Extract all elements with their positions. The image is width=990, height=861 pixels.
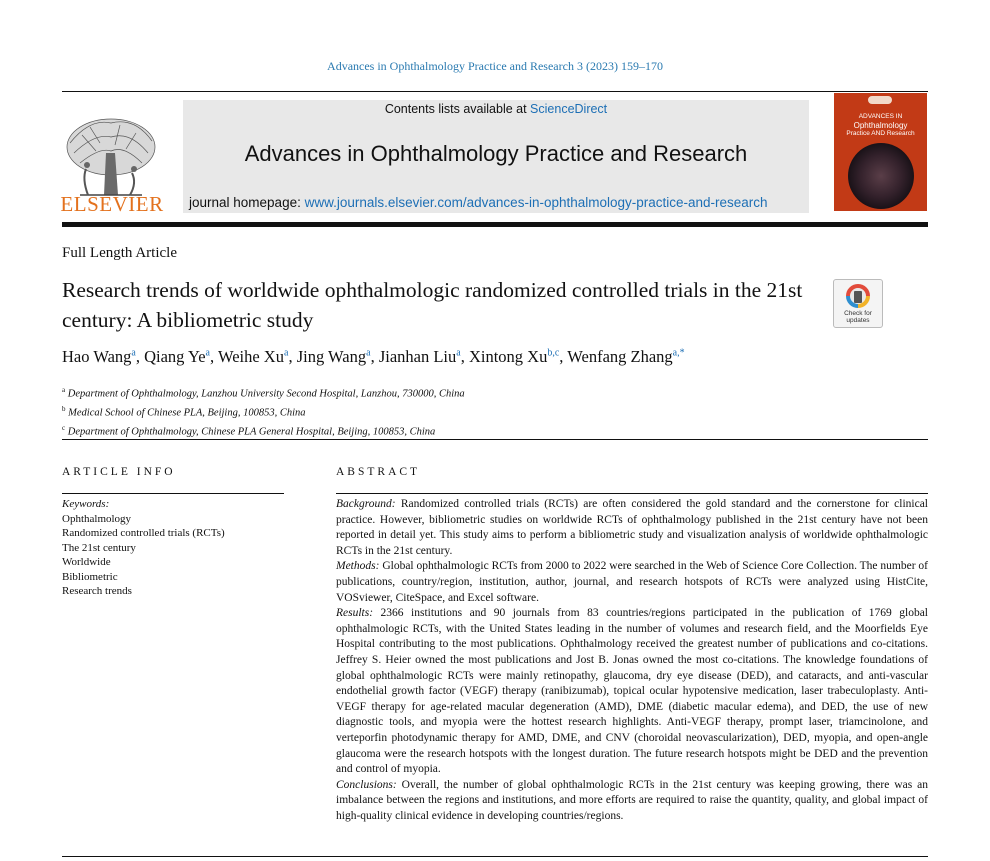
author[interactable]: Qiang Ye [144, 347, 206, 366]
article-title: Research trends of worldwide ophthalmologic randomized controlled trials in the 21st century: A bibliometric study [62, 278, 803, 332]
abstract-background: Background: Randomized controlled trials (RCTs) are often considered the gold standard and the cornerstone for clinical practice. However, bibliometric studies on worldwide RCTs of ophthalmology published in the 21st century have not been reported in detail yet. This study aims to perform a bibliometric study and visualization analysis of worldwide ophthalmologic RCTs in the 21st century. [336, 498, 928, 557]
contents-line: Contents lists available at ScienceDirect [384, 102, 608, 116]
abstract-bottom-rule [62, 856, 928, 857]
keyword: Ophthalmology [62, 512, 132, 525]
cover-eye-image [848, 143, 914, 209]
article-info-heading: ARTICLE INFO [62, 466, 176, 478]
journal-banner [183, 100, 809, 213]
author-affiliation-link[interactable]: a,* [672, 347, 685, 359]
front-matter-rule [62, 439, 928, 440]
abstract-rule [336, 493, 928, 494]
author-affiliation-link[interactable]: a [131, 347, 136, 359]
abstract-methods: Methods: Global ophthalmologic RCTs from 2000 to 2022 were searched in the Web of Science Core Collection. The number of publications, country/region, institution, author, journal, and research hotspots of RCTs were analyzed using HistCite, VOSviewer, CiteSpace, and Excel software. [336, 560, 928, 604]
journal-title[interactable]: Advances in Ophthalmology Practice and Research [244, 141, 748, 166]
keyword: The 21st century [62, 541, 136, 554]
author-list: Hao Wang$^a$, Qiang Ye$^a$, Weihe Xu$^a$, Jing Wang$^a$, Jianhan Liu$^a$, Xintong Xu$^{b,c}$, Wenfang Zhang$^{a,*}$ [62, 347, 685, 366]
author[interactable]: Weihe Xu [217, 347, 284, 366]
author[interactable]: Jianhan Liu [378, 347, 457, 366]
article-type: Full Length Article [62, 245, 177, 261]
author-affiliation-link[interactable]: a [205, 347, 210, 359]
abstract-body [336, 497, 928, 824]
check-for-updates-icon [834, 280, 882, 312]
author[interactable]: Wenfang Zhang [567, 347, 673, 366]
author-affiliation-link[interactable]: a [283, 347, 289, 359]
check-for-updates-button[interactable] [833, 279, 883, 328]
abstract-results: Results: 2366 institutions and 90 journals from 83 countries/regions participated in the publication of 1769 global ophthalmologic RCTs, with the United States leading in the number of volumes and research field, and the Moorfields Eye Hospital contributing to the most publications. Ophthalmology received the greatest number of publications and co-citations. Jeffrey S. Heier owned the most publications and Jost B. Jonas owned the most co-citations. The knowledge foundations of global ophthalmologic RCTs were mainly retinopathy, glaucoma, dry eye disease (DED), and cataracts, and anti-vascular endothelial growth factor (VEGF) therapy (ranibizumab), topical ocular hypotensive medication, laser trabeculoplasty. Anti-VEGF therapy for age-related macular degeneration (AMD), DME (diabetic macular edema), and DED, the use of new diagnostic tools, and myopia were the hottest research highlights. Anti-VEGF therapy, prompt laser, triamcinolone, and verteporfin photodynamic therapy for AMD, DME, and CNV (choroidal neovascularization), DED, myopia, and open-angle glaucoma were the research hotspots with the longest duration. The future research hotspots might be DED and the prevention and control of myopia. [336, 607, 928, 776]
keyword: Randomized controlled trials (RCTs) [62, 527, 225, 539]
keyword: Worldwide [62, 556, 111, 568]
author[interactable]: Jing Wang [296, 347, 367, 366]
check-for-updates-label: Check for updates [844, 310, 872, 324]
elsevier-wordmark[interactable]: ELSEVIER [60, 192, 164, 216]
journal-homepage-link[interactable]: www.journals.elsevier.com/advances-in-ophthalmology-practice-and-research [304, 195, 768, 210]
author-affiliation-link[interactable]: a [366, 347, 371, 359]
homepage-line: journal homepage: www.journals.elsevier.com/advances-in-ophthalmology-practice-and-research [189, 195, 768, 210]
journal-citation[interactable]: Advances in Ophthalmology Practice and Research 3 (2023) 159–170 [327, 59, 663, 73]
author[interactable]: Xintong Xu [468, 347, 548, 366]
keyword: Bibliometric [62, 570, 118, 583]
author[interactable]: Hao Wang [62, 347, 132, 366]
abstract-heading: ABSTRACT [336, 466, 421, 478]
keywords-title: Keywords: [62, 498, 110, 510]
header-top-rule [62, 91, 928, 92]
keyword: Research trends [62, 585, 132, 597]
affiliation-list [62, 383, 465, 440]
author-affiliation-link[interactable]: a [456, 347, 461, 359]
sciencedirect-link[interactable]: ScienceDirect [530, 102, 608, 116]
affiliation: $^a$ Department of Ophthalmology, Lanzhou University Second Hospital, Lanzhou, 730000, China [62, 386, 465, 400]
affiliation: $^c$ Department of Ophthalmology, Chinese PLA General Hospital, Beijing, 100853, China [62, 424, 436, 438]
affiliation: $^b$ Medical School of Chinese PLA, Beijing, 100853, China [62, 405, 306, 419]
cover-badge [868, 96, 892, 104]
abstract-conclusions: Conclusions: Overall, the number of global ophthalmologic RCTs in the 21st century was keeping growing, there was an imbalance between the regions and institutions, and more efforts are required to raise the quantity, quality, and global impact of high-quality clinical evidence in developing countries/regions. [336, 778, 928, 822]
header-bottom-rule [62, 222, 928, 227]
article-info-rule [62, 493, 284, 494]
author-affiliation-link[interactable]: b,c [547, 347, 560, 359]
cover-title: ADVANCES IN Ophthalmology Practice AND Research [846, 113, 915, 137]
journal-cover[interactable] [834, 93, 927, 211]
keywords-block [62, 497, 225, 599]
